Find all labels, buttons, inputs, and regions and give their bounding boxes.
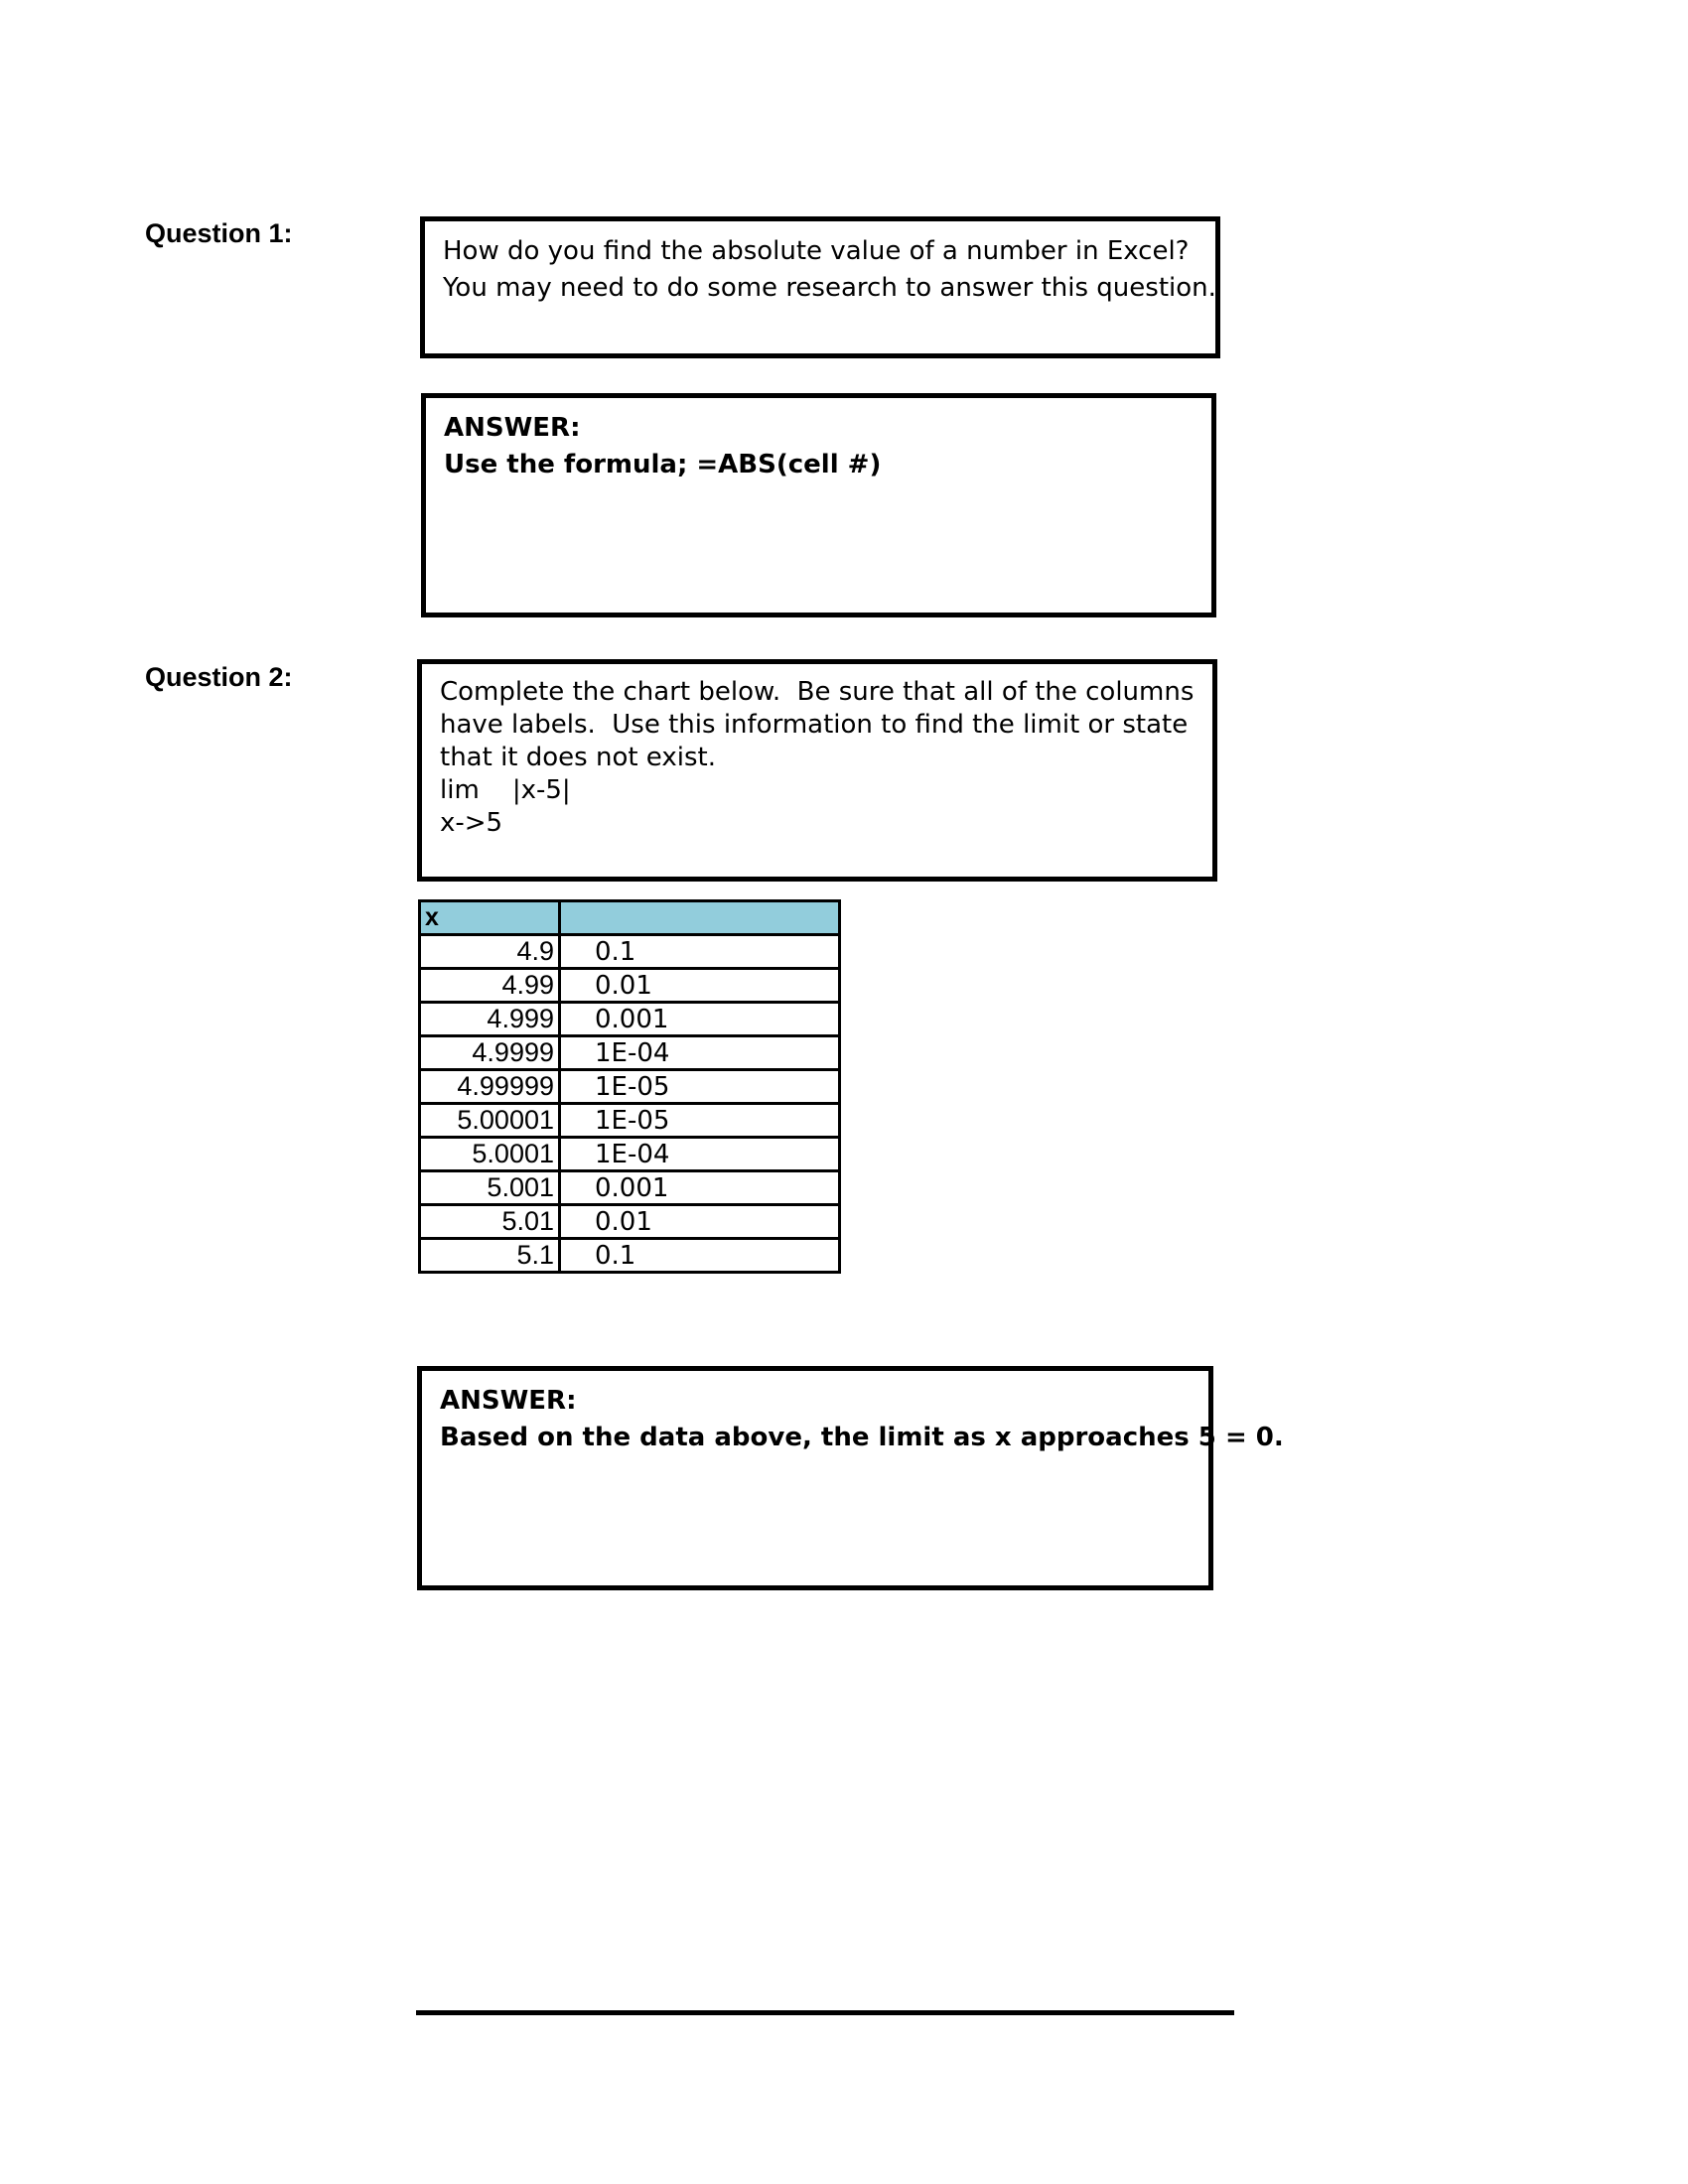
x-cell: 5.001 <box>420 1171 560 1205</box>
question-2-answer-box <box>417 1366 1284 1590</box>
x-cell: 5.01 <box>420 1205 560 1239</box>
x-cell: 5.0001 <box>420 1138 560 1171</box>
x-cell: 4.9 <box>420 935 560 969</box>
question-2-label: Question 2: <box>145 662 293 692</box>
table-row <box>420 1104 840 1138</box>
table-row <box>420 1205 840 1239</box>
question-1-prompt-line: You may need to do some research to answer this question. <box>443 273 1216 303</box>
question-1-answer-box <box>421 393 1216 617</box>
question-1-prompt-line: How do you find the absolute value of a number in Excel? <box>443 236 1190 266</box>
question-2-prompt-box <box>417 659 1217 882</box>
limit-data-table <box>418 899 841 1274</box>
table-row <box>420 969 840 1003</box>
question-1-answer-heading: ANSWER: <box>444 413 581 443</box>
table-row <box>420 1070 840 1104</box>
table-header-row <box>420 901 840 935</box>
question-2-prompt-line: have labels. Use this information to find the limit or state <box>440 710 1189 740</box>
question-2-limit-subscript: x->5 <box>440 808 503 838</box>
value-cell: 1E-04 <box>560 1138 840 1171</box>
table-row <box>420 1036 840 1070</box>
question-2-answer-text: Based on the data above, the limit as x approaches 5 = 0. <box>440 1423 1284 1452</box>
x-cell: 4.99999 <box>420 1070 560 1104</box>
value-cell: 0.01 <box>560 969 840 1003</box>
signature-line <box>416 2010 1234 2015</box>
question-1-prompt-box <box>420 216 1220 358</box>
x-cell: 5.1 <box>420 1239 560 1273</box>
question-2-limit-expression: lim |x-5| <box>440 775 571 805</box>
value-cell: 1E-05 <box>560 1070 840 1104</box>
value-cell: 0.001 <box>560 1003 840 1036</box>
question-2-prompt-line: Complete the chart below. Be sure that all of the columns <box>440 677 1195 707</box>
table-row <box>420 1171 840 1205</box>
value-cell: 0.001 <box>560 1171 840 1205</box>
value-cell: 1E-04 <box>560 1036 840 1070</box>
x-cell: 4.99 <box>420 969 560 1003</box>
value-cell: 0.1 <box>560 935 840 969</box>
value-cell: 1E-05 <box>560 1104 840 1138</box>
value-cell: 0.01 <box>560 1205 840 1239</box>
x-cell: 4.9999 <box>420 1036 560 1070</box>
question-1-answer-text: Use the formula; =ABS(cell #) <box>444 450 882 479</box>
table-row <box>420 1138 840 1171</box>
x-cell: 5.00001 <box>420 1104 560 1138</box>
question-1-label: Question 1: <box>145 218 293 248</box>
table-row <box>420 1239 840 1273</box>
column-header-value <box>560 901 840 935</box>
x-cell: 4.999 <box>420 1003 560 1036</box>
question-2-answer-heading: ANSWER: <box>440 1386 577 1416</box>
value-cell: 0.1 <box>560 1239 840 1273</box>
column-header-x: x <box>420 901 560 935</box>
question-2-prompt-line: that it does not exist. <box>440 743 716 772</box>
table-row <box>420 1003 840 1036</box>
table-row <box>420 935 840 969</box>
